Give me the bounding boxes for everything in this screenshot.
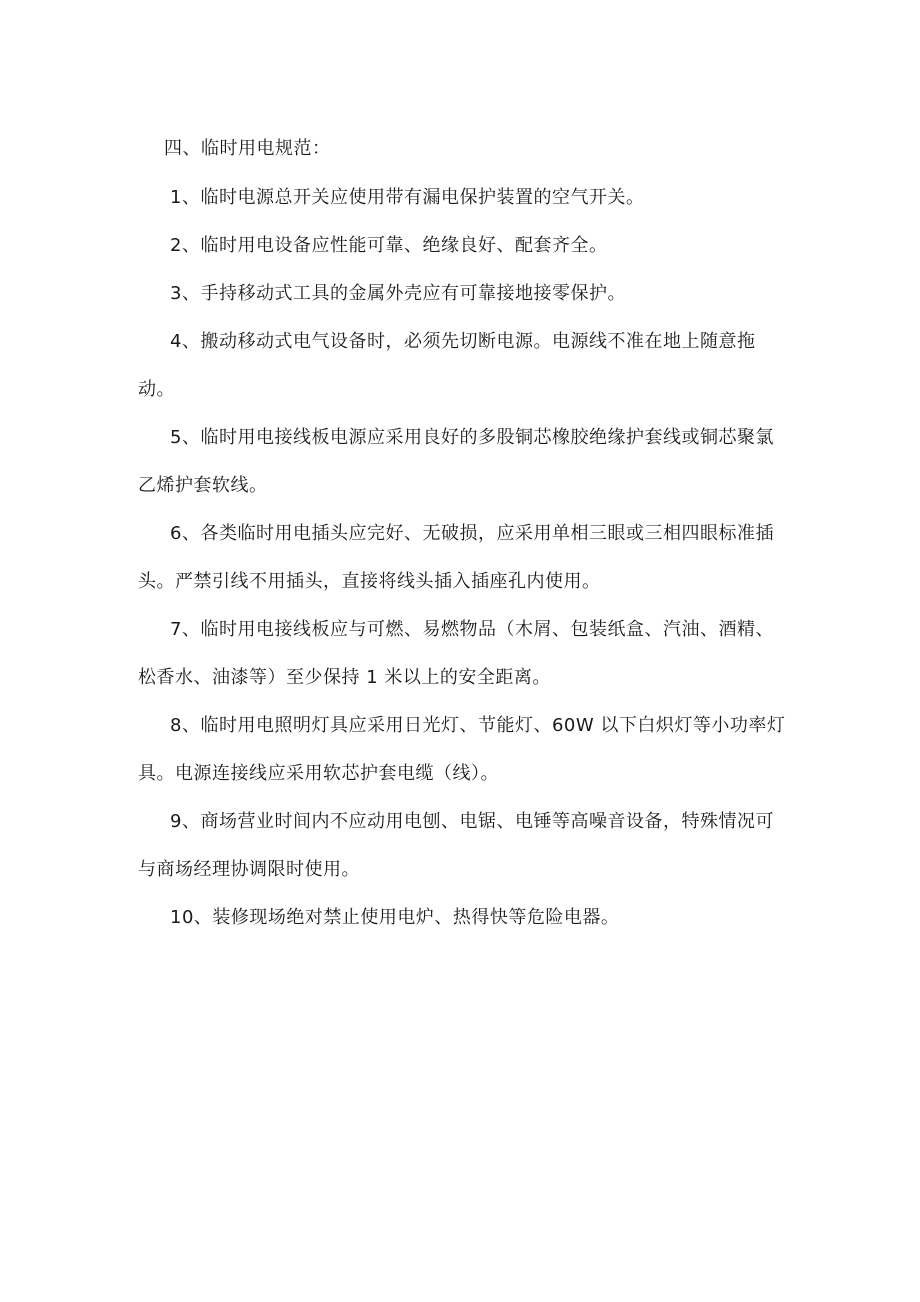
rule-item-5: 5、临时用电接线板电源应采用良好的多股铜芯橡胶绝缘护套线或铜芯聚氯乙烯护套软线。 [138, 427, 774, 496]
document-body [138, 134, 788, 942]
rule-item-3: 3、手持移动式工具的金属外壳应有可靠接地接零保护。 [170, 283, 626, 304]
rule-item-10: 10、装修现场绝对禁止使用电炉、热得快等危险电器。 [170, 907, 620, 928]
rule-item-7: 7、临时用电接线板应与可燃、易燃物品（木屑、包装纸盒、汽油、酒精、松香水、油漆等）至少保持 1 米以上的安全距离。 [138, 619, 774, 688]
rule-item-9: 9、商场营业时间内不应动用电刨、电锯、电锤等高噪音设备，特殊情况可与商场经理协调限时使用。 [138, 811, 774, 880]
rule-item-1: 1、临时电源总开关应使用带有漏电保护装置的空气开关。 [170, 187, 645, 208]
section-heading: 四、临时用电规范： [164, 138, 331, 159]
rule-item-6: 6、各类临时用电插头应完好、无破损，应采用单相三眼或三相四眼标准插头。严禁引线不用插头，直接将线头插入插座孔内使用。 [138, 523, 774, 592]
rule-item-4: 4、搬动移动式电气设备时，必须先切断电源。电源线不准在地上随意拖动。 [138, 331, 756, 400]
rule-item-2: 2、临时用电设备应性能可靠、绝缘良好、配套齐全。 [170, 235, 608, 256]
rule-item-8: 8、临时用电照明灯具应采用日光灯、节能灯、60W 以下白炽灯等小功率灯具。电源连接线应采用软芯护套电缆（线）。 [138, 715, 786, 784]
